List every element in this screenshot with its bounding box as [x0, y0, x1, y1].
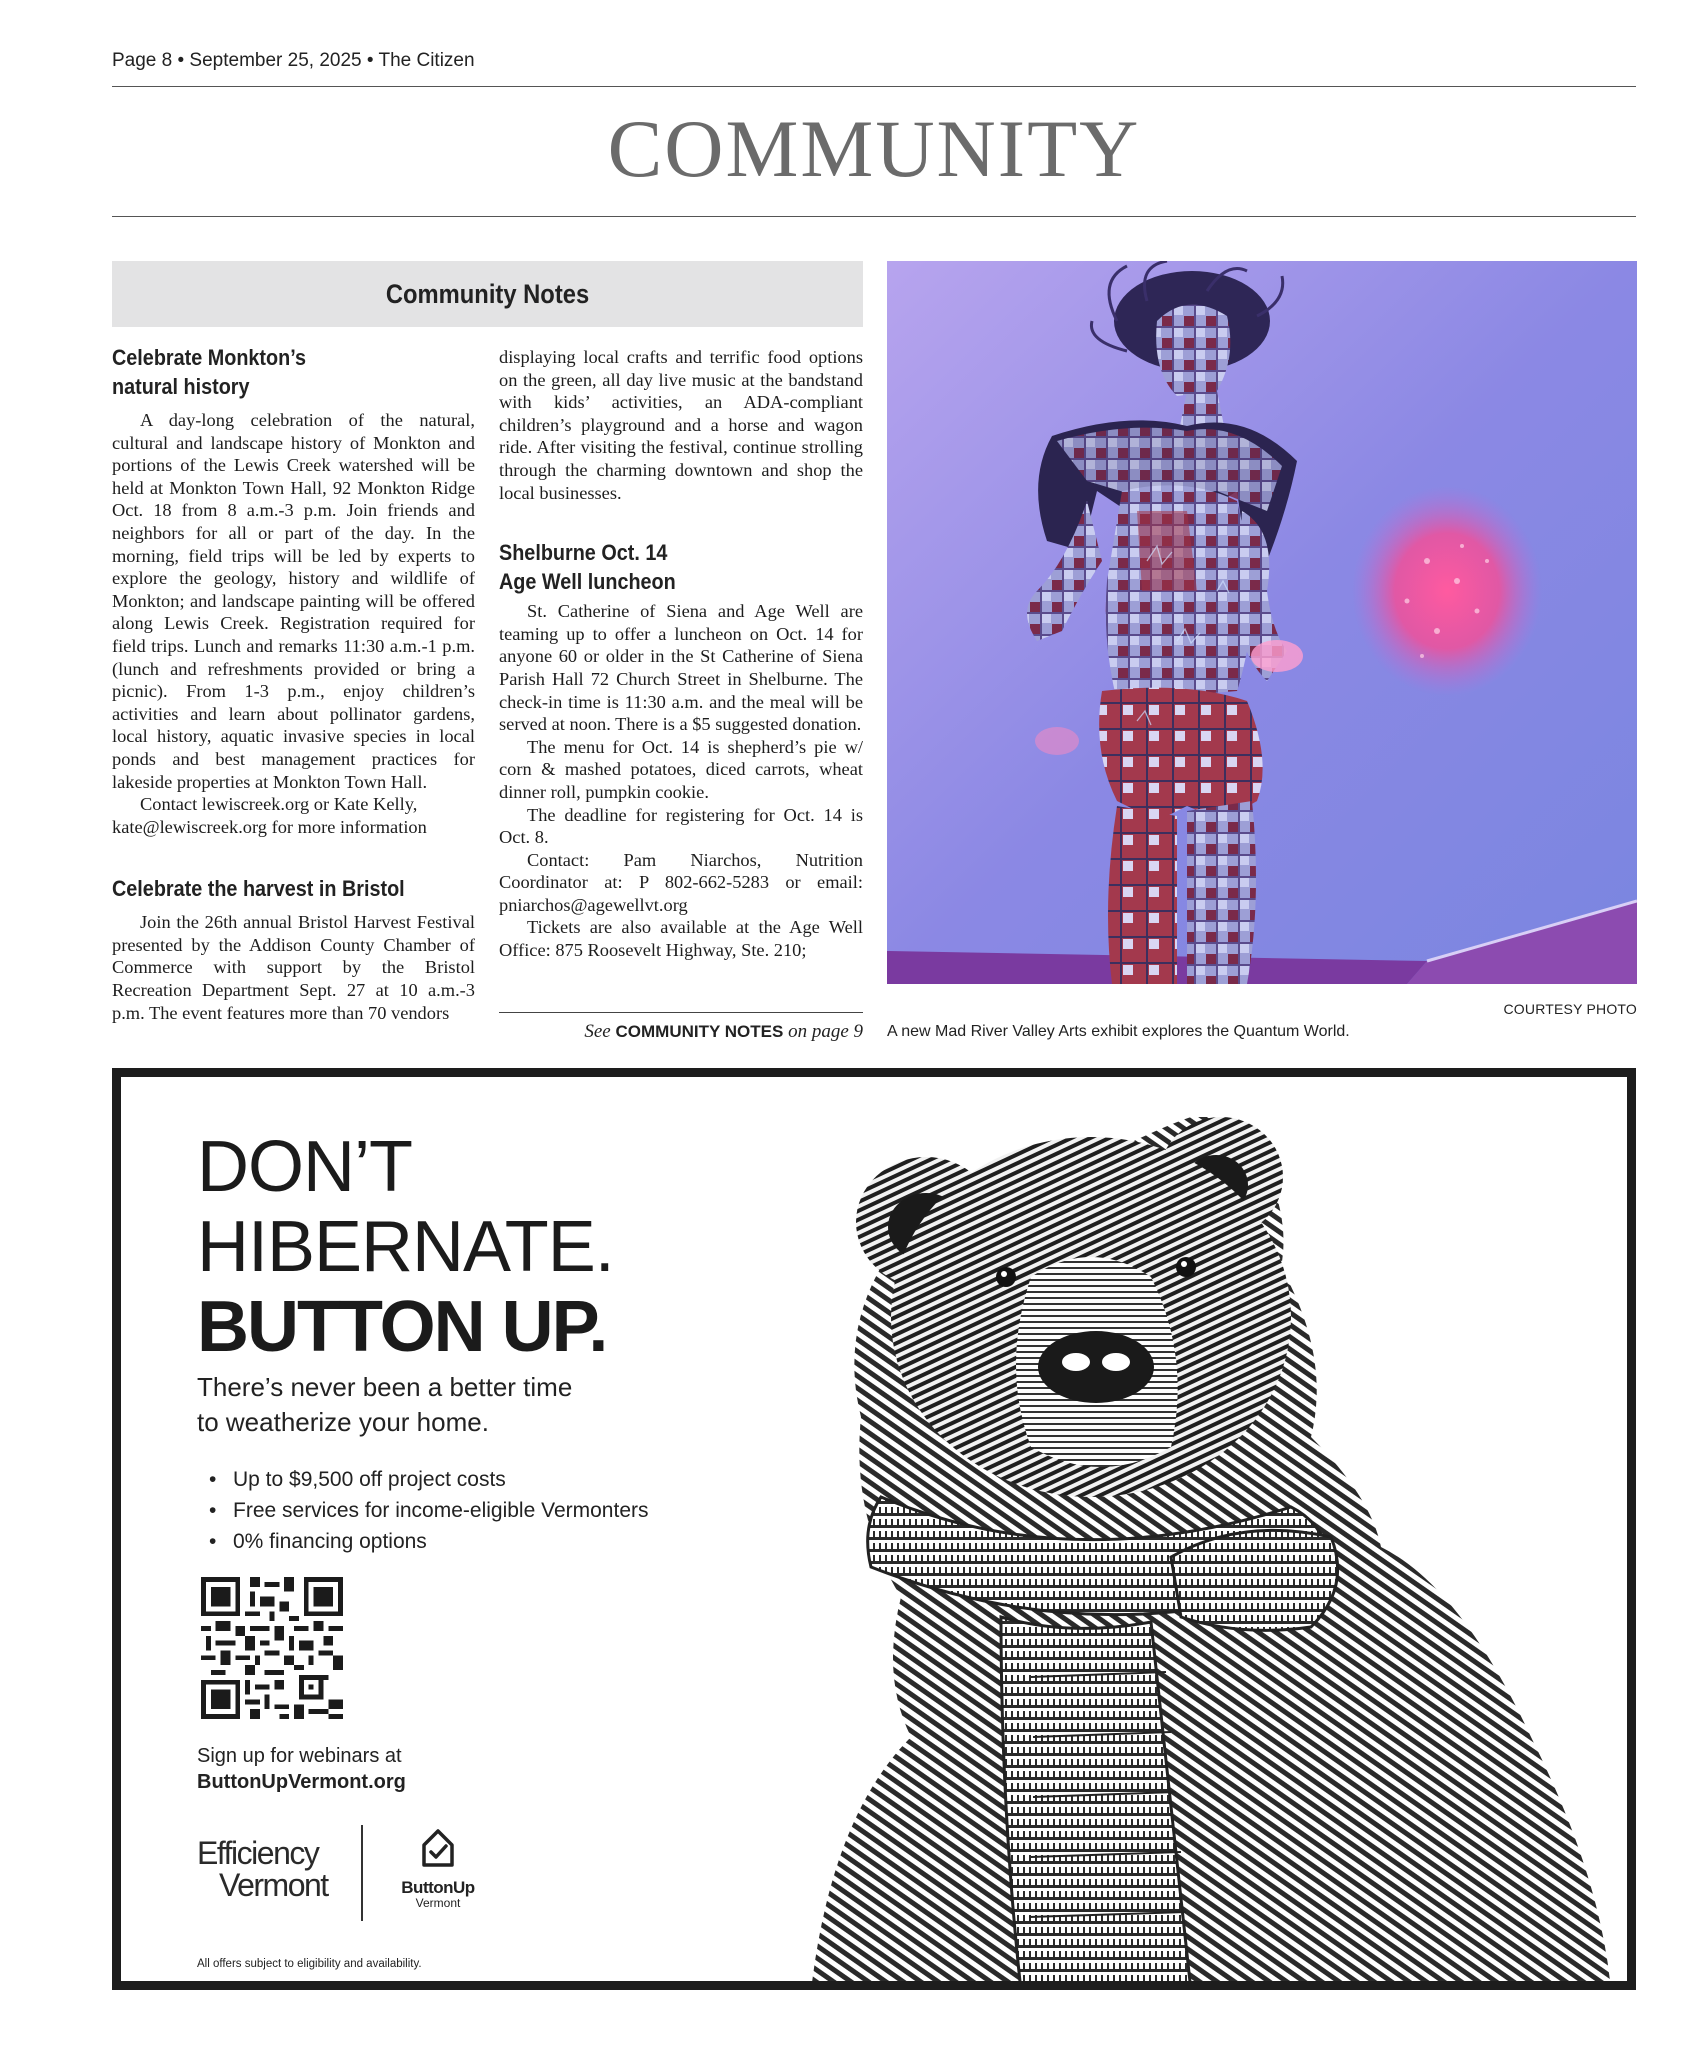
jump-target: COMMUNITY NOTES — [615, 1022, 784, 1041]
bristol-continued-paragraph: displaying local crafts and terrific food options on the green, all day live music at the bandstand with kids’ activities, an ADA-compliant children’s playground and a horse and wagon ride. After visiting the festival, continue strolling through the charming downtown and shop the local businesses. — [499, 347, 863, 503]
section-rule — [112, 216, 1636, 217]
ad-subhead-line-1: There’s never been a better time — [197, 1372, 573, 1402]
shelburne-paragraph-5: Tickets are also available at the Age Well Office: 875 Roosevelt Highway, Ste. 210; — [499, 917, 863, 961]
monkton-contact-paragraph: Contact lewiscreek.org or Kate Kelly, kate@lewiscreek.org for more information — [112, 794, 427, 837]
buttonup-logo-name: ButtonUp — [401, 1878, 475, 1897]
shelburne-headline-line-2: Age Well luncheon — [499, 569, 676, 595]
jump-see: See — [584, 1021, 611, 1042]
shelburne-headline-line-1: Shelburne Oct. 14 — [499, 540, 668, 566]
ad-headline-line-1: DON’T — [197, 1127, 412, 1207]
ad-benefit-item: • Free services for income-eligible Vermonters — [209, 1495, 649, 1526]
logo-divider — [361, 1825, 363, 1921]
qr-code[interactable] — [201, 1577, 343, 1719]
ad-webinar-line: Sign up for webinars at — [197, 1745, 402, 1767]
section-title: COMMUNITY — [607, 103, 1141, 194]
ad-headline-line-3: BUTTON UP. — [197, 1287, 607, 1367]
shelburne-paragraph-4: Contact: Pam Niarchos, Nutrition Coordinator at: P 802-662-5283 or email: pniarchos@agewellvt.org — [499, 849, 863, 915]
ad-headline-line-2: HIBERNATE. — [197, 1207, 614, 1287]
ad-webinar-link[interactable]: ButtonUpVermont.org — [197, 1771, 406, 1793]
bristol-headline — [112, 874, 475, 903]
photo-caption: A new Mad River Valley Arts exhibit explores the Quantum World. — [887, 1023, 1350, 1040]
ad-benefit-item: • 0% financing options — [209, 1526, 649, 1557]
ad-benefit-item: • Up to $9,500 off project costs — [209, 1464, 649, 1495]
jump-line — [499, 1021, 863, 1043]
bear-with-scarf-illustration — [771, 1117, 1636, 1990]
ad-subhead — [197, 1370, 717, 1440]
ad-subhead-line-2: to weatherize your home. — [197, 1407, 489, 1437]
monkton-headline — [112, 343, 475, 401]
column-1 — [112, 343, 475, 1024]
efficiency-vermont-logo-line-2: Vermont — [219, 1867, 328, 1903]
buttonup-logo-sub: Vermont — [415, 1896, 461, 1910]
shelburne-paragraph-1: St. Catherine of Siena and Age Well are teaming up to offer a luncheon on Oct. 14 for anyone 60 or older in the St Catherine of Siena Parish Hall 72 Church Street in Shelburne. The check-in time is 11:30 a.m. and the meal will be served at noon. There is a $5 suggested donation. — [499, 601, 863, 735]
efficiency-vermont-logo — [197, 1837, 328, 1901]
jump-page: on page 9 — [788, 1021, 863, 1042]
button-up-advertisement — [112, 1068, 1636, 1990]
monkton-headline-line-1: Celebrate Monkton’s — [112, 345, 307, 370]
exhibit-photo — [887, 261, 1637, 984]
house-check-icon — [418, 1825, 458, 1869]
shelburne-paragraph-3: The deadline for registering for Oct. 14 is Oct. 8. — [499, 804, 863, 848]
ad-webinar-text — [197, 1743, 406, 1795]
page-folio: Page 8 • September 25, 2025 • The Citizen — [112, 50, 475, 71]
bristol-paragraph: Join the 26th annual Bristol Harvest Festival presented by the Addison County Chamber of Commerce with support by the Bristol Recreation Department Sept. 27 at 10 a.m.-3 p.m. The event features more than 70 vendors — [112, 912, 475, 1023]
mirror-mosaic-figure-image — [887, 261, 1637, 984]
efficiency-vermont-logo-line-1: Efficiency — [197, 1835, 319, 1871]
buttonup-vermont-logo — [383, 1825, 493, 1910]
shelburne-paragraph-2: The menu for Oct. 14 is shepherd’s pie w/ corn & mashed potatoes, diced carrots, wheat dinner roll, pumpkin cookie. — [499, 736, 863, 802]
ad-fine-print: All offers subject to eligibility and availability. — [197, 1958, 422, 1970]
shelburne-headline — [499, 538, 863, 596]
header-rule — [112, 86, 1636, 87]
bristol-headline-text: Celebrate the harvest in Bristol — [112, 876, 405, 902]
column-2 — [499, 346, 863, 962]
ad-headline — [197, 1127, 614, 1367]
photo-credit: COURTESY PHOTO — [1503, 1001, 1637, 1017]
community-notes-title: Community Notes — [385, 279, 590, 309]
monkton-paragraph: A day-long celebration of the natural, cultural and landscape history of Monkton and portions of the Lewis Creek watershed will be held at Monkton Town Hall, 92 Monkton Ridge Oct. 18 from 8 a.m.-3 p.m. Join friends and neighbors for all or part of the day. In the morning, field trips will be led by experts to explore the geology, history and wildlife of Monkton; and landscape painting will be offered along Lewis Creek. Registration required for field trips. Lunch and remarks 11:30 a.m.-1 p.m. (lunch and refreshments provided or bring a picnic). From 1-3 p.m., enjoy children’s activities and learn about pollinator gardens, local history, aquatic invasive species in local ponds and best management practices for lakeside properties at Monkton Town Hall. — [112, 410, 475, 792]
community-notes-header — [112, 261, 863, 327]
ad-benefits-list — [209, 1464, 649, 1557]
monkton-headline-line-2: natural history — [112, 374, 250, 399]
jump-rule — [499, 1012, 863, 1013]
